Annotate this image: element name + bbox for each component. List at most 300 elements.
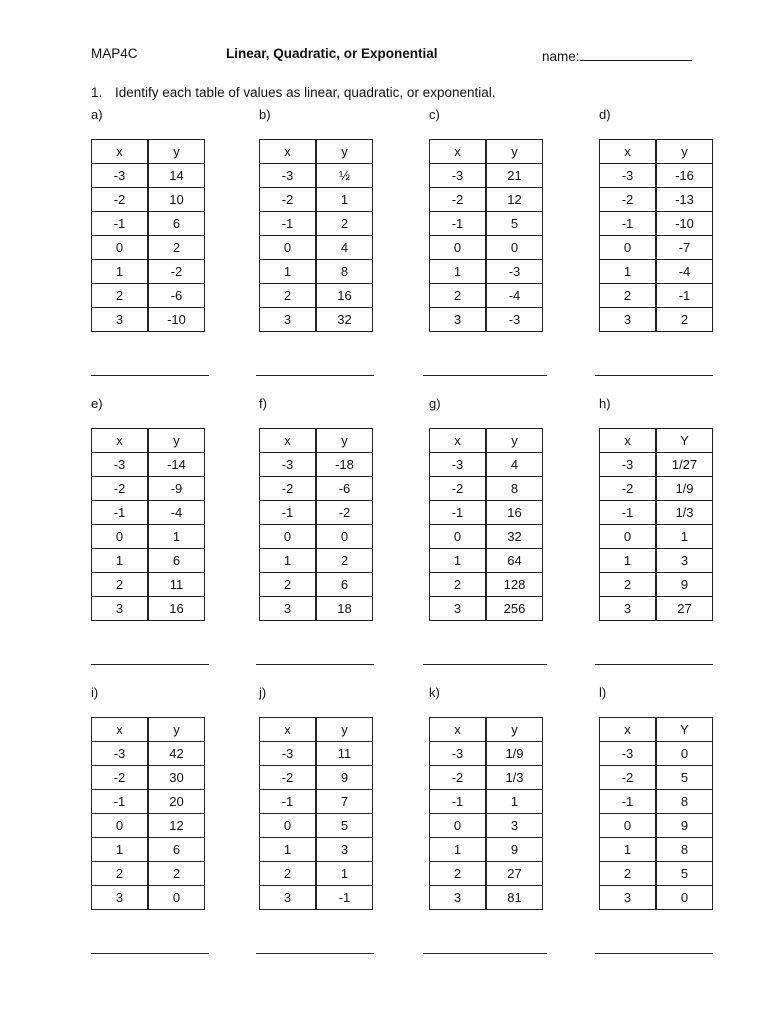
table-of-values [429, 428, 543, 621]
x-cell: -2 [92, 188, 149, 212]
table-row [92, 477, 205, 501]
y-cell: 81 [486, 886, 543, 910]
x-cell: 1 [260, 838, 317, 862]
answer-blank-line[interactable] [423, 953, 547, 954]
y-cell: 2 [316, 212, 373, 236]
x-cell: -2 [92, 477, 149, 501]
table-row [92, 597, 205, 621]
table-row [430, 742, 543, 766]
table-row [600, 790, 713, 814]
y-cell: 256 [486, 597, 543, 621]
x-cell: -3 [430, 453, 487, 477]
answer-blank-line[interactable] [595, 953, 713, 954]
y-cell: 1/9 [656, 477, 713, 501]
table-row [92, 501, 205, 525]
y-cell: 5 [656, 862, 713, 886]
y-cell: 1 [148, 525, 205, 549]
answer-blank-line[interactable] [423, 375, 547, 376]
x-cell: -1 [260, 501, 317, 525]
y-cell: 2 [316, 549, 373, 573]
x-cell: -1 [430, 212, 487, 236]
x-cell: -1 [92, 501, 149, 525]
table-row [430, 188, 543, 212]
y-cell: -2 [148, 260, 205, 284]
table-row [430, 597, 543, 621]
table-header-row [600, 140, 713, 164]
table-header-row [92, 429, 205, 453]
table-row [260, 212, 373, 236]
part-label: e) [91, 396, 103, 411]
y-cell: 7 [316, 790, 373, 814]
y-header: y [316, 718, 373, 742]
y-cell: -14 [148, 453, 205, 477]
y-cell: 3 [486, 814, 543, 838]
table-row [600, 525, 713, 549]
x-cell: 1 [600, 260, 657, 284]
x-cell: -3 [430, 164, 487, 188]
x-cell: 0 [260, 236, 317, 260]
y-cell: 32 [486, 525, 543, 549]
part-label: c) [429, 107, 440, 122]
table-row [260, 766, 373, 790]
y-cell: 64 [486, 549, 543, 573]
y-cell: 2 [148, 862, 205, 886]
answer-blank-line[interactable] [423, 664, 547, 665]
table-row [260, 862, 373, 886]
y-cell: 6 [148, 212, 205, 236]
x-cell: 2 [92, 862, 149, 886]
x-cell: 1 [430, 838, 487, 862]
table-row [92, 284, 205, 308]
table-row [600, 260, 713, 284]
x-cell: 3 [600, 886, 657, 910]
table-row [260, 164, 373, 188]
y-cell: 6 [148, 838, 205, 862]
x-header: x [430, 429, 487, 453]
x-cell: -2 [260, 477, 317, 501]
y-cell: ½ [316, 164, 373, 188]
question-number: 1. [91, 85, 103, 100]
y-cell: 1/3 [656, 501, 713, 525]
y-header: y [486, 140, 543, 164]
table-row [600, 886, 713, 910]
x-cell: -2 [260, 766, 317, 790]
table-row [600, 236, 713, 260]
table-header-row [260, 718, 373, 742]
x-cell: -3 [92, 742, 149, 766]
x-cell: 3 [430, 597, 487, 621]
y-header: y [148, 718, 205, 742]
x-cell: -3 [600, 164, 657, 188]
table-row [92, 814, 205, 838]
part-label: a) [91, 107, 103, 122]
table-row [430, 453, 543, 477]
y-cell: 6 [316, 573, 373, 597]
table-row [430, 236, 543, 260]
x-cell: 1 [92, 549, 149, 573]
y-cell: 0 [656, 886, 713, 910]
table-of-values [91, 428, 205, 621]
table-row [600, 814, 713, 838]
y-cell: 5 [486, 212, 543, 236]
table-of-values [259, 428, 373, 621]
x-cell: -2 [600, 477, 657, 501]
x-header: x [260, 140, 317, 164]
table-row [92, 453, 205, 477]
x-cell: -2 [92, 766, 149, 790]
y-cell: -1 [656, 284, 713, 308]
y-cell: -16 [656, 164, 713, 188]
table-row [430, 838, 543, 862]
table-row [600, 501, 713, 525]
x-cell: 0 [92, 814, 149, 838]
x-header: x [92, 718, 149, 742]
table-row [260, 260, 373, 284]
answer-blank-line[interactable] [595, 664, 713, 665]
table-row [600, 477, 713, 501]
x-cell: -2 [600, 766, 657, 790]
y-cell: 128 [486, 573, 543, 597]
y-cell: 8 [656, 790, 713, 814]
y-cell: -10 [148, 308, 205, 332]
x-cell: 3 [92, 886, 149, 910]
y-cell: 32 [316, 308, 373, 332]
x-cell: -1 [260, 212, 317, 236]
x-cell: 2 [92, 284, 149, 308]
x-cell: -2 [260, 188, 317, 212]
y-cell: 8 [316, 260, 373, 284]
table-row [600, 838, 713, 862]
table-header-row [600, 718, 713, 742]
part-label: k) [429, 685, 440, 700]
table-row [430, 212, 543, 236]
x-cell: 3 [600, 597, 657, 621]
part-label: g) [429, 396, 441, 411]
table-row [430, 790, 543, 814]
x-cell: 2 [600, 284, 657, 308]
y-cell: -3 [486, 308, 543, 332]
table-row [260, 814, 373, 838]
x-cell: -3 [260, 453, 317, 477]
x-header: x [600, 718, 657, 742]
x-cell: 2 [260, 573, 317, 597]
y-header: y [486, 718, 543, 742]
table-header-row [260, 140, 373, 164]
x-cell: 0 [600, 814, 657, 838]
y-header: y [148, 429, 205, 453]
part-label: d) [599, 107, 611, 122]
table-row [600, 212, 713, 236]
y-cell: 0 [316, 525, 373, 549]
y-cell: 0 [148, 886, 205, 910]
table-row [260, 549, 373, 573]
x-cell: 0 [600, 525, 657, 549]
course-code: MAP4C [91, 46, 138, 61]
answer-blank-line[interactable] [595, 375, 713, 376]
x-cell: 3 [430, 886, 487, 910]
y-cell: -18 [316, 453, 373, 477]
table-row [430, 284, 543, 308]
y-cell: 16 [316, 284, 373, 308]
table-header-row [430, 718, 543, 742]
y-cell: 1/3 [486, 766, 543, 790]
x-cell: 2 [260, 284, 317, 308]
y-cell: -3 [486, 260, 543, 284]
answer-blank-line[interactable] [256, 375, 374, 376]
y-cell: 5 [656, 766, 713, 790]
y-cell: 27 [486, 862, 543, 886]
y-cell: 8 [656, 838, 713, 862]
name-field [542, 46, 692, 64]
x-cell: 2 [430, 284, 487, 308]
table-row [92, 862, 205, 886]
x-cell: 1 [260, 549, 317, 573]
name-blank-line [580, 46, 692, 61]
table-row [600, 164, 713, 188]
y-cell: -4 [486, 284, 543, 308]
y-cell: -10 [656, 212, 713, 236]
y-cell: 9 [316, 766, 373, 790]
part-label: f) [259, 396, 267, 411]
y-cell: -6 [148, 284, 205, 308]
x-cell: 1 [600, 838, 657, 862]
table-header-row [430, 429, 543, 453]
x-cell: 3 [600, 308, 657, 332]
x-cell: 0 [92, 525, 149, 549]
x-cell: -1 [600, 501, 657, 525]
x-cell: 2 [430, 862, 487, 886]
y-cell: -6 [316, 477, 373, 501]
table-row [92, 573, 205, 597]
table-header-row [600, 429, 713, 453]
x-cell: 2 [600, 862, 657, 886]
answer-blank-line[interactable] [256, 953, 374, 954]
table-row [600, 597, 713, 621]
x-header: x [430, 140, 487, 164]
x-cell: -3 [600, 453, 657, 477]
y-cell: 11 [148, 573, 205, 597]
x-cell: -1 [260, 790, 317, 814]
x-cell: -3 [260, 742, 317, 766]
x-cell: 1 [430, 549, 487, 573]
y-cell: 3 [656, 549, 713, 573]
answer-blank-line[interactable] [91, 664, 209, 665]
table-row [92, 236, 205, 260]
x-cell: 0 [600, 236, 657, 260]
table-row [430, 886, 543, 910]
x-cell: 0 [430, 814, 487, 838]
x-cell: 0 [260, 814, 317, 838]
y-cell: 1 [656, 525, 713, 549]
table-row [430, 260, 543, 284]
table-row [430, 573, 543, 597]
y-cell: -9 [148, 477, 205, 501]
x-header: x [92, 429, 149, 453]
table-header-row [260, 429, 373, 453]
x-cell: 0 [260, 525, 317, 549]
x-cell: 3 [92, 308, 149, 332]
table-row [260, 284, 373, 308]
x-cell: 3 [260, 308, 317, 332]
part-label: j) [259, 685, 267, 700]
y-cell: 9 [656, 573, 713, 597]
answer-blank-line[interactable] [256, 664, 374, 665]
x-cell: -1 [600, 212, 657, 236]
table-row [92, 212, 205, 236]
table-row [600, 453, 713, 477]
table-row [600, 188, 713, 212]
y-cell: 1 [316, 188, 373, 212]
table-row [430, 766, 543, 790]
x-header: x [260, 429, 317, 453]
x-header: x [600, 140, 657, 164]
y-cell: 9 [656, 814, 713, 838]
table-row [92, 766, 205, 790]
y-cell: 4 [316, 236, 373, 260]
answer-blank-line[interactable] [91, 953, 209, 954]
part-label: b) [259, 107, 271, 122]
table-row [260, 886, 373, 910]
x-cell: -3 [260, 164, 317, 188]
table-row [260, 501, 373, 525]
question-text: Identify each table of values as linear, quadratic, or exponential. [115, 85, 496, 100]
table-of-values [259, 139, 373, 332]
y-cell: -13 [656, 188, 713, 212]
x-header: x [260, 718, 317, 742]
x-cell: 1 [430, 260, 487, 284]
x-cell: 3 [260, 886, 317, 910]
y-header: y [316, 140, 373, 164]
table-row [260, 525, 373, 549]
table-row [92, 549, 205, 573]
x-cell: 2 [92, 573, 149, 597]
y-cell: 27 [656, 597, 713, 621]
x-cell: 1 [600, 549, 657, 573]
x-cell: -3 [600, 742, 657, 766]
x-cell: 0 [430, 236, 487, 260]
x-cell: -3 [92, 164, 149, 188]
worksheet-header [0, 46, 768, 66]
table-row [430, 308, 543, 332]
y-cell: 2 [148, 236, 205, 260]
x-cell: -1 [430, 790, 487, 814]
y-cell: 4 [486, 453, 543, 477]
table-header-row [430, 140, 543, 164]
table-of-values [91, 139, 205, 332]
y-cell: 1 [486, 790, 543, 814]
table-row [92, 742, 205, 766]
x-cell: -1 [92, 212, 149, 236]
y-cell: 21 [486, 164, 543, 188]
table-row [430, 477, 543, 501]
x-cell: 3 [92, 597, 149, 621]
y-cell: 12 [486, 188, 543, 212]
y-cell: 2 [656, 308, 713, 332]
table-row [430, 525, 543, 549]
x-cell: 1 [92, 260, 149, 284]
y-cell: 11 [316, 742, 373, 766]
y-cell: -7 [656, 236, 713, 260]
x-cell: -2 [600, 188, 657, 212]
x-cell: 2 [260, 862, 317, 886]
y-cell: -4 [148, 501, 205, 525]
x-cell: 3 [260, 597, 317, 621]
table-row [600, 742, 713, 766]
x-cell: 1 [92, 838, 149, 862]
y-header: y [656, 140, 713, 164]
y-cell: 5 [316, 814, 373, 838]
table-row [260, 477, 373, 501]
x-cell: -2 [430, 477, 487, 501]
table-row [430, 549, 543, 573]
table-row [260, 742, 373, 766]
y-cell: 14 [148, 164, 205, 188]
y-header: y [148, 140, 205, 164]
table-row [260, 308, 373, 332]
x-header: x [430, 718, 487, 742]
table-row [260, 236, 373, 260]
table-header-row [92, 718, 205, 742]
name-label: name: [542, 49, 580, 64]
table-row [600, 308, 713, 332]
table-row [600, 284, 713, 308]
table-of-values [599, 139, 713, 332]
y-cell: 20 [148, 790, 205, 814]
table-of-values [429, 139, 543, 332]
table-row [260, 188, 373, 212]
x-cell: -2 [430, 188, 487, 212]
y-cell: 8 [486, 477, 543, 501]
y-header: Y [656, 718, 713, 742]
x-cell: 2 [430, 573, 487, 597]
x-cell: 1 [260, 260, 317, 284]
table-row [600, 862, 713, 886]
y-cell: 9 [486, 838, 543, 862]
table-of-values [91, 717, 205, 910]
y-cell: 3 [316, 838, 373, 862]
x-cell: -1 [430, 501, 487, 525]
part-label: l) [599, 685, 607, 700]
table-row [430, 501, 543, 525]
y-cell: 1/9 [486, 742, 543, 766]
y-cell: 0 [656, 742, 713, 766]
y-cell: 16 [148, 597, 205, 621]
table-row [92, 164, 205, 188]
answer-blank-line[interactable] [91, 375, 209, 376]
y-cell: -4 [656, 260, 713, 284]
y-cell: 12 [148, 814, 205, 838]
y-header: y [486, 429, 543, 453]
table-row [92, 525, 205, 549]
table-row [260, 790, 373, 814]
table-row [600, 573, 713, 597]
table-row [92, 838, 205, 862]
worksheet-title: Linear, Quadratic, or Exponential [226, 46, 438, 61]
table-row [92, 260, 205, 284]
table-row [600, 549, 713, 573]
table-row [430, 862, 543, 886]
x-cell: 0 [430, 525, 487, 549]
x-cell: -2 [430, 766, 487, 790]
table-of-values [599, 717, 713, 910]
x-header: x [92, 140, 149, 164]
table-header-row [92, 140, 205, 164]
table-row [92, 886, 205, 910]
x-cell: -1 [92, 790, 149, 814]
y-cell: 16 [486, 501, 543, 525]
x-cell: -1 [600, 790, 657, 814]
table-row [430, 814, 543, 838]
